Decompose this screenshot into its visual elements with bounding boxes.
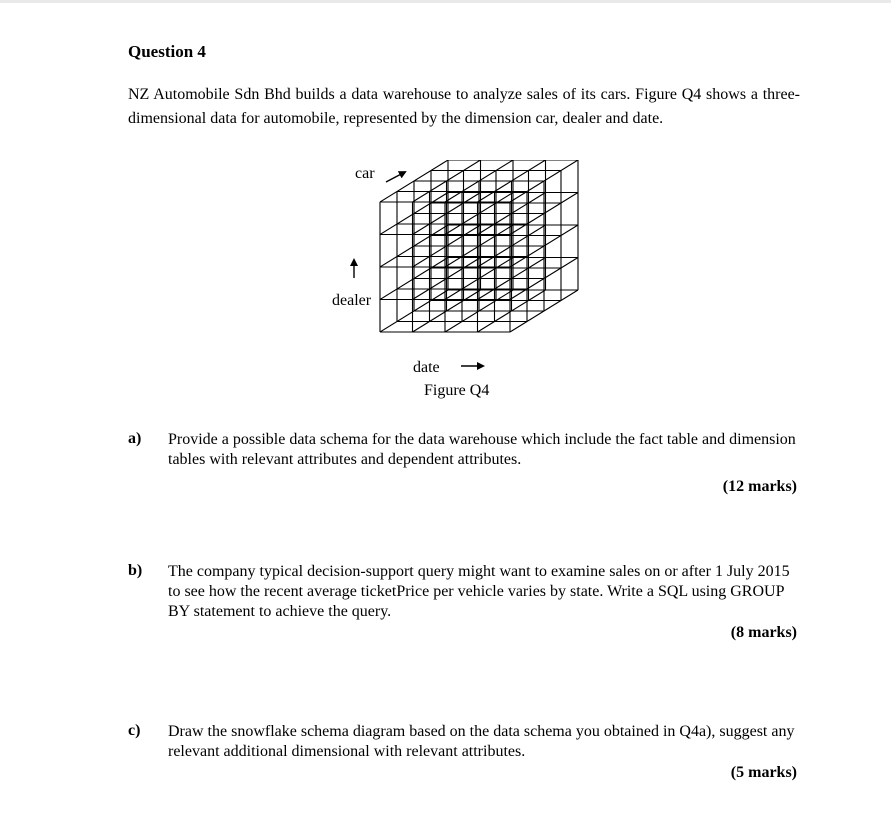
question-title: Question 4	[128, 42, 206, 61]
data-cube-diagram	[325, 160, 605, 375]
part-b-label: b)	[128, 562, 143, 579]
part-b-marks: (8 marks)	[730, 624, 797, 641]
car-axis-label: car	[355, 165, 375, 182]
cube-grid	[380, 160, 578, 332]
question-intro: NZ Automobile Sdn Bhd builds a data warehouse to analyze sales of its cars. Figure Q4 shows a three-dimensional data for automobile, represented by the dimension car, dealer and date.	[128, 86, 800, 127]
part-a-label: a)	[128, 430, 142, 447]
part-c-marks: (5 marks)	[730, 764, 797, 781]
dealer-axis-label: dealer	[332, 292, 372, 309]
figure-caption: Figure Q4	[424, 382, 490, 399]
part-c-text: Draw the snowflake schema diagram based on the data schema you obtained in Q4a), suggest any relevant additional dimensional with relevant attributes.	[168, 723, 795, 760]
part-c-label: c)	[128, 722, 141, 739]
part-a-marks: (12 marks)	[722, 478, 797, 495]
part-a-text: Provide a possible data schema for the data warehouse which include the fact table and dimension tables with relevant attributes and dependent attributes.	[168, 431, 796, 468]
car-axis-arrow	[386, 172, 405, 182]
part-b-text: The company typical decision-support query might want to examine sales on or after 1 July 2015 to see how the recent average ticketPrice per vehicle varies by state. Write a SQL using GROUP BY statement to achieve the query.	[168, 563, 790, 620]
top-border	[0, 0, 891, 3]
date-axis-label: date	[413, 359, 440, 375]
data-cube-figure	[325, 160, 605, 375]
